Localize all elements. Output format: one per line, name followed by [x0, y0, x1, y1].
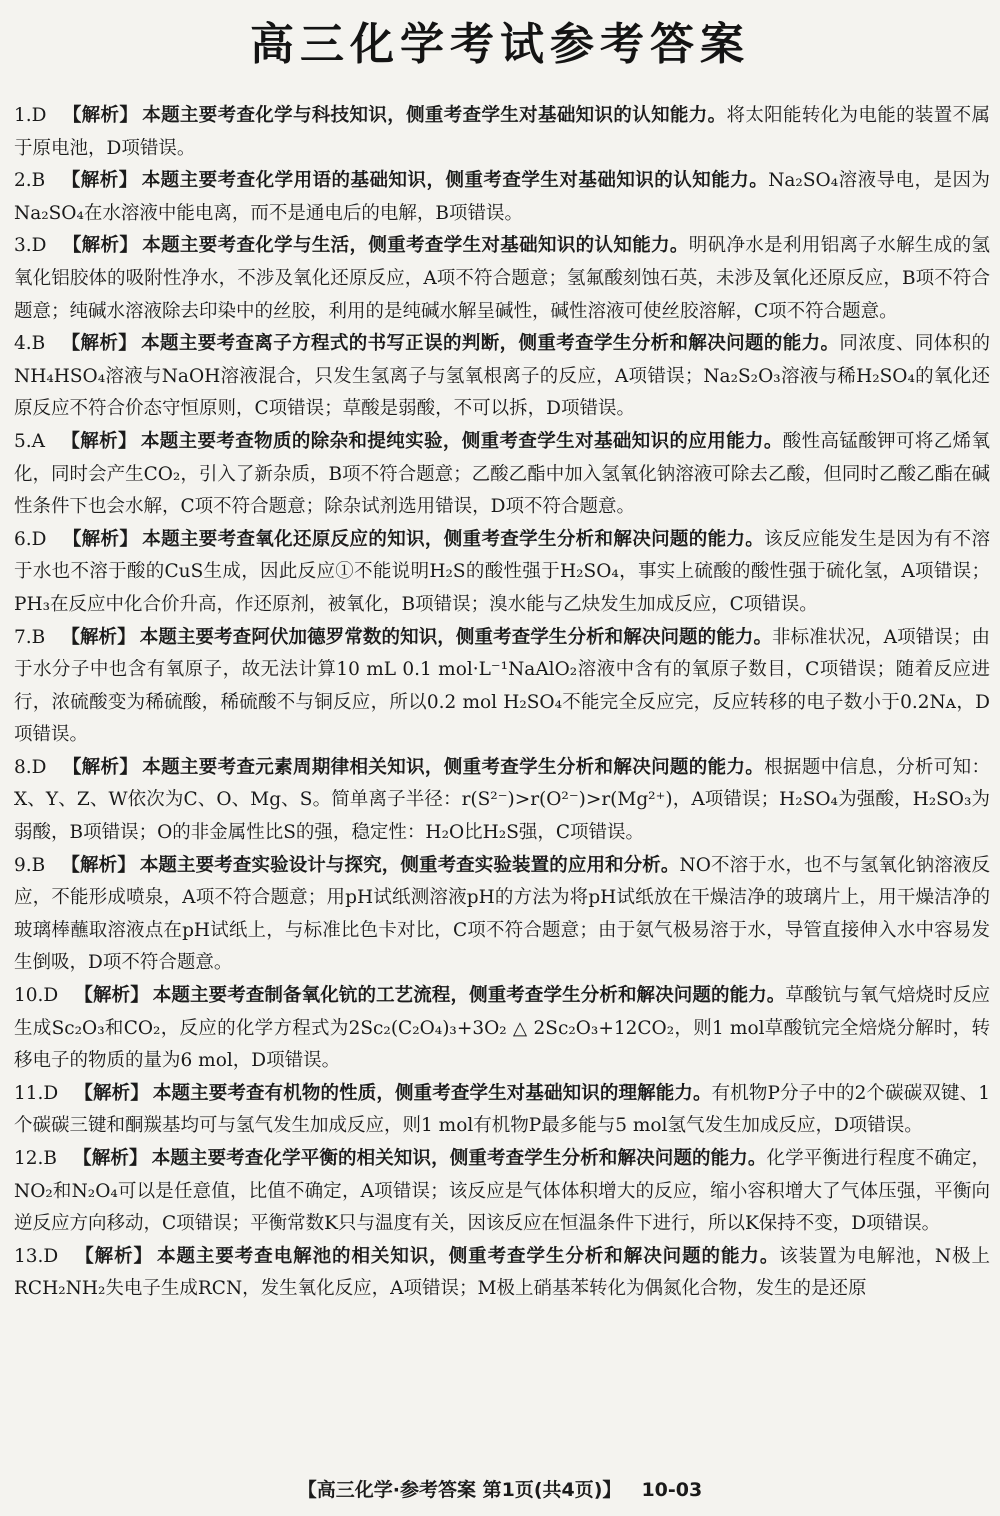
analysis-tag: 【解析】	[61, 430, 137, 452]
analysis-focus: 本题主要考查化学平衡的相关知识，侧重考查学生分析和解决问题的能力。	[151, 1148, 767, 1169]
analysis-text: 酸性高锰酸钾可将乙烯氧化，同时会产生CO₂，引入了新杂质，B项不符合题意；乙酸乙酯中加入氢氧化钠溶液可除去乙酸，但同时乙酸乙酯在碱性条件下也会水解，C项不符合题意；除杂试剂选用错误，D项不符合题意。	[14, 430, 990, 518]
analysis-tag: 【解析】	[73, 1148, 148, 1169]
analysis-focus: 本题主要考查有机物的性质，侧重考查学生对基础知识的理解能力。	[152, 1082, 712, 1104]
answer-item	[14, 100, 990, 165]
analysis-text: Na₂SO₄溶液导电，是因为Na₂SO₄在水溶液中能电离，而不是通电后的电解，B项错误。	[14, 170, 990, 224]
analysis-tag: 【解析】	[74, 985, 149, 1007]
page-footer	[0, 1475, 1000, 1502]
answer-item	[14, 230, 990, 328]
footer-code: 10-03	[641, 1479, 703, 1501]
analysis-tag: 【解析】	[62, 756, 139, 778]
analysis-tag: 【解析】	[62, 528, 139, 550]
analysis-text: 化学平衡进行程度不确定，NO₂和N₂O₄可以是任意值，比值不确定，A项错误；该反应是气体体积增大的反应，缩小容积增大了气体压强，平衡向逆反应方向移动，C项错误；平衡常数K只与温度有关，因该反应在恒温条件下进行，所以K保持不变，D项错误。	[14, 1148, 990, 1235]
analysis-focus: 本题主要考查化学用语的基础知识，侧重考查学生对基础知识的认知能力。	[141, 170, 769, 192]
analysis-focus: 本题主要考查阿伏加德罗常数的知识，侧重考查学生分析和解决问题的能力。	[139, 626, 773, 648]
analysis-focus: 本题主要考查实验设计与探究，侧重考查实验装置的应用和分析。	[139, 854, 680, 876]
analysis-text: 有机物P分子中的2个碳碳双键、1个碳碳三键和酮羰基均可与氢气发生加成反应，则1 mol有机物P最多能与5 mol氢气发生加成反应，D项错误。	[14, 1082, 990, 1137]
analysis-tag: 【解析】	[62, 105, 139, 126]
answer-item	[14, 426, 990, 524]
answer-item	[14, 524, 990, 622]
analysis-text: NO不溶于水，也不与氢氧化钠溶液反应，不能形成喷泉，A项不符合题意；用pH试纸测溶液pH的方法为将pH试纸放在干燥洁净的玻璃片上，用干燥洁净的玻璃棒蘸取溶液点在pH试纸上，与标准比色卡对比，C项不符合题意；由于氨气极易溶于水，导管直接伸入水中容易发生倒吸，D项不符合题意。	[14, 854, 990, 974]
analysis-focus: 本题主要考查氧化还原反应的知识，侧重考查学生分析和解决问题的能力。	[142, 528, 765, 550]
answer-item	[14, 1143, 990, 1241]
answer-number: 5.A	[14, 430, 46, 452]
answer-item	[14, 752, 990, 850]
analysis-focus: 本题主要考查元素周期律相关知识，侧重考查学生分析和解决问题的能力。	[142, 756, 765, 778]
analysis-focus: 本题主要考查电解池的相关知识，侧重考查学生分析和解决问题的能力。	[157, 1245, 780, 1267]
analysis-text: 将太阳能转化为电能的装置不属于原电池，D项错误。	[14, 105, 990, 159]
analysis-text: 草酸钪与氧气焙烧时反应生成Sc₂O₃和CO₂，反应的化学方程式为2Sc₂(C₂O₄)₃+3O₂ △ 2Sc₂O₃+12CO₂，则1 mol草酸钪完全焙烧分解时，转移电子的物质的量为6 mol，D项错误。	[14, 985, 990, 1072]
analysis-focus: 本题主要考查化学与科技知识，侧重考查学生对基础知识的认知能力。	[142, 105, 727, 126]
answer-item	[14, 165, 990, 230]
analysis-text: 根据题中信息，分析可知：X、Y、Z、W依次为C、O、Mg、S。简单离子半径：r(S²⁻)>r(O²⁻)>r(Mg²⁺)，A项错误；H₂SO₄为强酸，H₂SO₃为弱酸，B项错误；O的非金属性比S的强，稳定性：H₂O比H₂S强，C项错误。	[14, 756, 990, 844]
analysis-tag: 【解析】	[61, 170, 138, 192]
answer-number: 12.B	[14, 1148, 58, 1169]
answer-item	[14, 1241, 990, 1306]
analysis-focus: 本题主要考查化学与生活，侧重考查学生对基础知识的认知能力。	[142, 235, 689, 257]
answer-number: 4.B	[14, 333, 46, 355]
analysis-tag: 【解析】	[61, 333, 138, 355]
analysis-text: 明矾净水是利用铝离子水解生成的氢氧化铝胶体的吸附性净水，不涉及氧化还原反应，A项不符合题意；氢氟酸刻蚀石英，未涉及氧化还原反应，B项不符合题意；纯碱水溶液除去印染中的丝胶，利用的是纯碱水解呈碱性，碱性溶液可使丝胶溶解，C项不符合题意。	[14, 235, 990, 322]
analysis-tag: 【解析】	[74, 1245, 154, 1267]
analysis-text: 该装置为电解池，N极上RCH₂NH₂失电子生成RCN，发生氧化反应，A项错误；M极上硝基苯转化为偶氮化合物，发生的是还原	[14, 1245, 990, 1300]
answer-list	[14, 100, 990, 1306]
analysis-focus: 本题主要考查制备氧化钪的工艺流程，侧重考查学生分析和解决问题的能力。	[152, 985, 786, 1007]
answer-number: 1.D	[14, 105, 47, 126]
analysis-tag: 【解析】	[61, 854, 136, 876]
answer-item	[14, 622, 990, 752]
answer-number: 11.D	[14, 1082, 59, 1104]
footer-text: 【高三化学·参考答案 第1页(共4页)】	[297, 1479, 622, 1501]
analysis-focus: 本题主要考查物质的除杂和提纯实验，侧重考查学生对基础知识的应用能力。	[140, 430, 783, 452]
answer-item	[14, 980, 990, 1078]
answer-item	[14, 328, 990, 426]
analysis-text: 该反应能发生是因为有不溶于水也不溶于酸的CuS生成，因此反应①不能说明H₂S的酸性强于H₂SO₄，事实上硫酸的酸性强于硫化氢，A项错误；PH₃在反应中化合价升高，作还原剂，被氧化，B项错误；溴水能与乙炔发生加成反应，C项错误。	[14, 528, 990, 615]
answer-number: 6.D	[14, 528, 47, 550]
answer-number: 3.D	[14, 235, 47, 257]
answer-number: 10.D	[14, 985, 59, 1007]
analysis-tag: 【解析】	[62, 235, 139, 257]
answer-number: 8.D	[14, 756, 47, 778]
answer-number: 9.B	[14, 854, 46, 876]
analysis-text: 同浓度、同体积的NH₄HSO₄溶液与NaOH溶液混合，只发生氢离子与氢氧根离子的反应，A项错误；Na₂S₂O₃溶液与稀H₂SO₄的氧化还原反应不符合价态守恒原则，C项错误；草酸是弱酸，不可以拆，D项错误。	[14, 333, 990, 420]
answer-number: 7.B	[14, 626, 46, 648]
analysis-tag: 【解析】	[74, 1082, 149, 1104]
analysis-tag: 【解析】	[61, 626, 136, 648]
analysis-focus: 本题主要考查离子方程式的书写正误的判断，侧重考查学生分析和解决问题的能力。	[141, 333, 840, 355]
answer-item	[14, 850, 990, 980]
analysis-text: 非标准状况，A项错误；由于水分子中也含有氧原子，故无法计算10 mL 0.1 mol·L⁻¹NaAlO₂溶液中含有的氧原子数目，C项错误；随着反应进行，浓硫酸变为稀硫酸，稀硫酸不与铜反应，所以0.2 mol H₂SO₄不能完全反应完，反应转移的电子数小于0.2Nᴀ，D项错误。	[14, 626, 990, 746]
page-title: 高三化学考试参考答案	[250, 19, 750, 70]
answer-item	[14, 1078, 990, 1143]
answer-number: 2.B	[14, 170, 46, 192]
answer-number: 13.D	[14, 1245, 59, 1267]
